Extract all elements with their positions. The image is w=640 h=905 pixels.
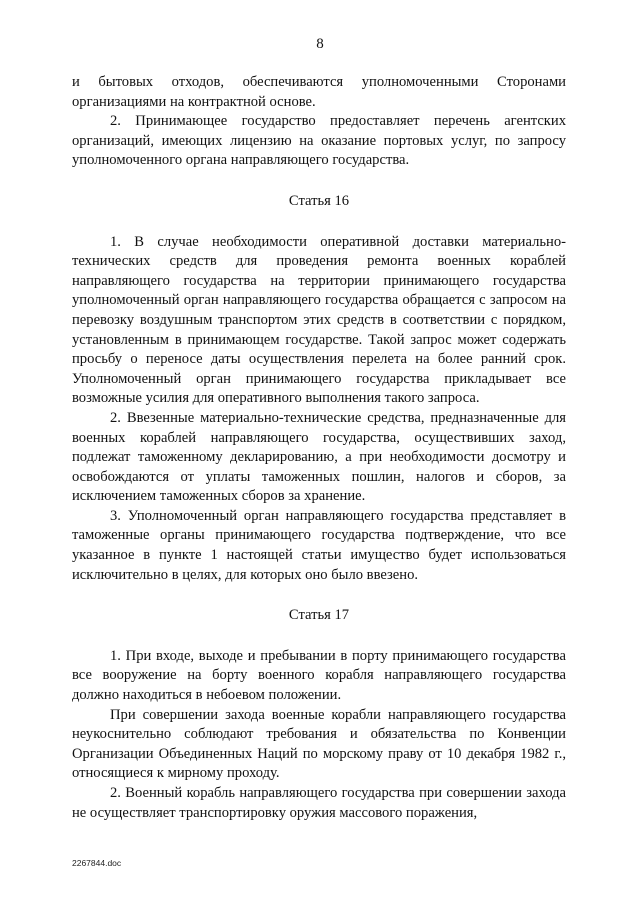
article-16-heading: Статья 16 bbox=[288, 192, 350, 209]
article-17-heading: Статья 17 bbox=[288, 607, 350, 624]
page-number: 8 bbox=[316, 36, 324, 52]
paragraph-agency-list: 2. Принимающее государство предоставляет перечень агентских организаций, имеющих лицензию на оказание портовых услуг, по запросу уполномоченного органа направляющего государства. bbox=[72, 113, 566, 169]
file-name-footer: 2267844.doc bbox=[72, 858, 122, 868]
article-16-paragraph-1: 1. В случае необходимости оперативной доставки материально-технических средств для проведения ремонта военных кораблей направляющего государства на территории принимающего государства уполномоченный орган направляющего государства обращается с запросом на перевозку воздушным транспортом этих средств в соответствии с порядком, установленным в принимающем государстве. Такой запрос может содержать просьбу о переносе даты осуществления перелета на более ранний срок. Уполномоченный орган принимающего государства прикладывает все возможные усилия для оперативного выполнения такого запроса. bbox=[72, 233, 566, 407]
paragraph-continuation: и бытовых отходов, обеспечиваются уполномоченными Сторонами организациями на контрактной основе. bbox=[72, 74, 566, 110]
article-16-paragraph-2: 2. Ввезенные материально-технические средства, предназначенные для военных кораблей направляющего государства, осуществивших заход, подлежат таможенному декларированию, а при необходимости досмотру и освобождаются от уплаты таможенных пошлин, налогов и сборов, за исключением таможенных сборов за хранение. bbox=[72, 409, 566, 505]
document-body bbox=[72, 73, 566, 823]
article-17-paragraph-2: 2. Военный корабль направляющего государства при совершении захода не осуществляет транспортировку оружия массового поражения, bbox=[72, 785, 566, 821]
article-17-paragraph-1b: При совершении захода военные корабли направляющего государства неукоснительно соблюдают требования и обязательства по Конвенции Организации Объединенных Наций по морскому праву от 10 декабря 1982 г., относящиеся к мирному проходу. bbox=[72, 706, 566, 782]
article-17-paragraph-1: 1. При входе, выходе и пребывании в порту принимающего государства все вооружение на борту военного корабля направляющего государства должно находиться в небоевом положении. bbox=[72, 647, 566, 704]
article-16-paragraph-3: 3. Уполномоченный орган направляющего государства представляет в таможенные органы принимающего государства подтверждение, что все указанное в пункте 1 настоящей статьи имущество будет использоваться исключительно в целях, для которых оно было ввезено. bbox=[72, 507, 566, 583]
